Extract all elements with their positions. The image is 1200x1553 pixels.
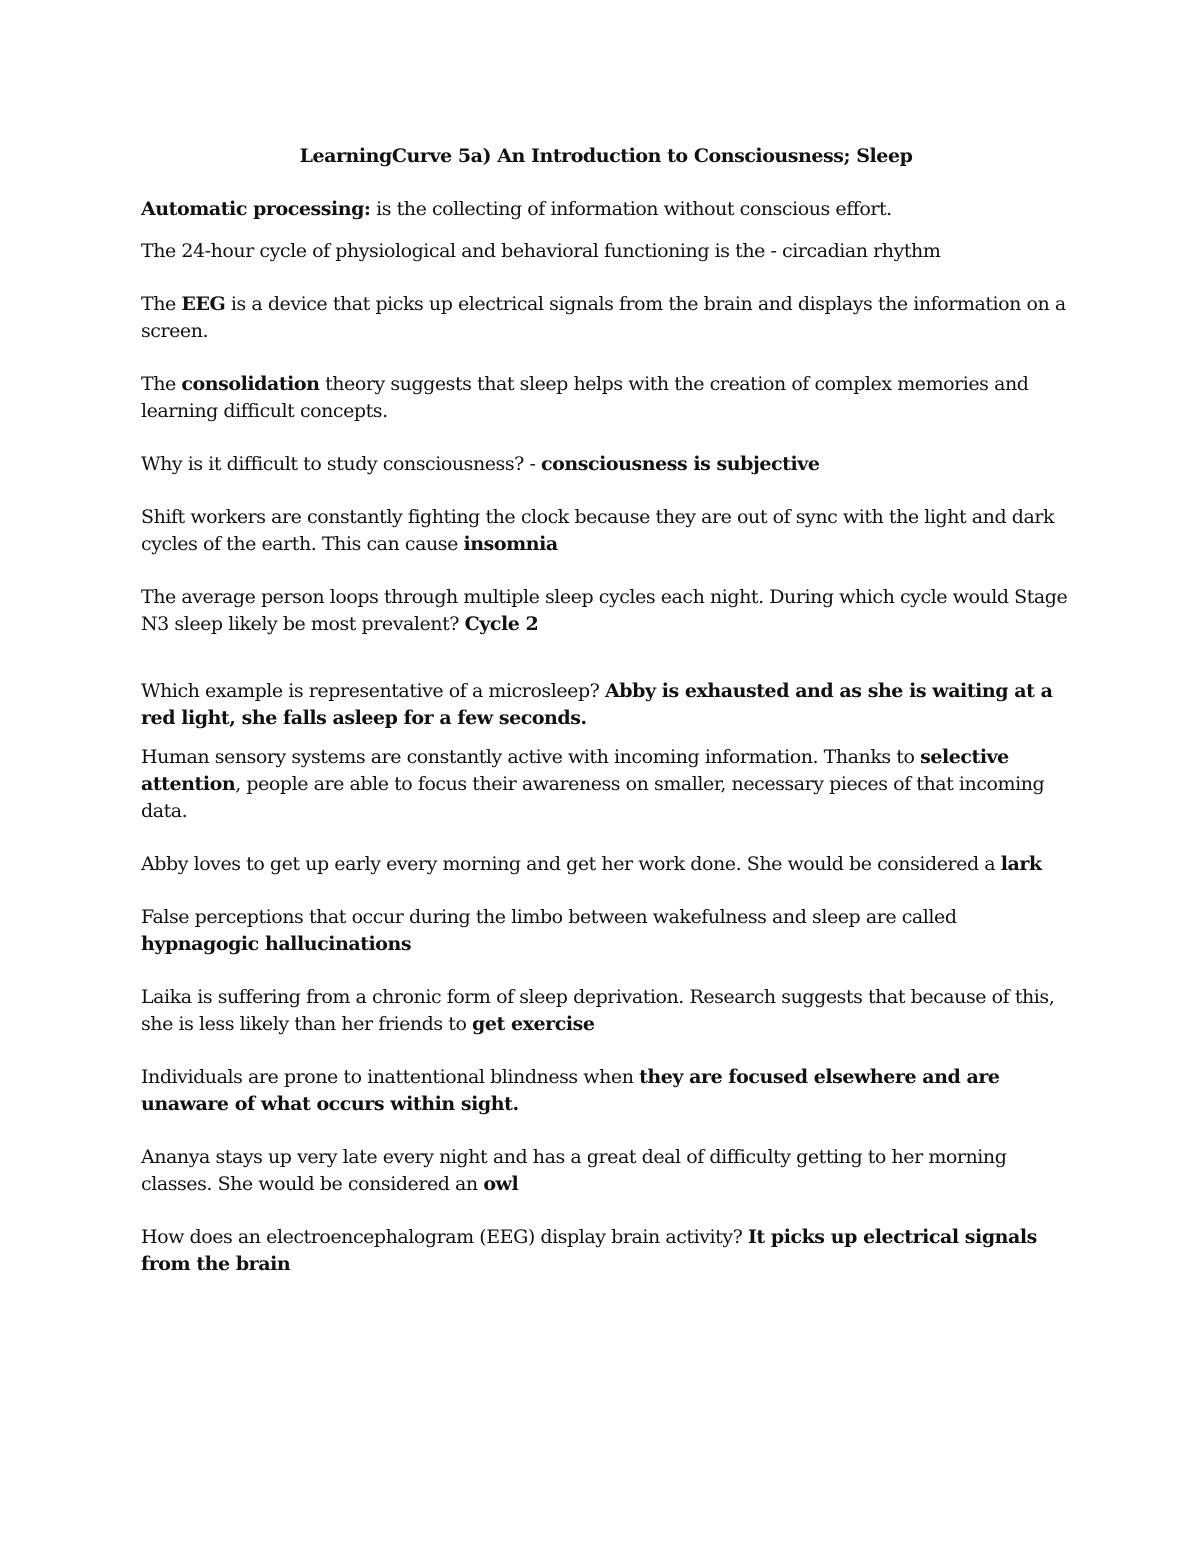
text-run: Laika is suffering from a chronic form of sleep deprivation. Research suggests that because of this, she is less likely than her friends to	[141, 986, 1055, 1035]
paragraph	[141, 504, 1071, 558]
text-run: Which example is representative of a microsleep?	[141, 680, 605, 702]
paragraph	[141, 678, 1071, 732]
bold-text-run: owl	[483, 1173, 519, 1195]
text-run: Shift workers are constantly fighting the clock because they are out of sync with the light and dark cycles of the earth. This can cause	[141, 506, 1055, 555]
text-run: Ananya stays up very late every night and has a great deal of difficulty getting to her morning classes. She would be considered an	[141, 1146, 1007, 1195]
text-run: The 24-hour cycle of physiological and behavioral functioning is the - circadian rhythm	[141, 240, 941, 262]
bold-text-run: lark	[1000, 853, 1042, 875]
paragraph	[141, 196, 1071, 223]
bold-text-run: Abby is exhausted and as she is waiting at a red light, she falls asleep for a few seconds.	[141, 680, 1053, 729]
paragraph	[141, 238, 1071, 265]
bold-text-run: consciousness is subjective	[541, 453, 820, 475]
document-body	[141, 143, 1071, 1278]
text-run: Abby loves to get up early every morning and get her work done. She would be considered a	[141, 853, 1001, 875]
document-title: LearningCurve 5a) An Introduction to Consciousness; Sleep	[299, 145, 913, 167]
paragraph	[141, 1064, 1071, 1118]
bold-text-run: insomnia	[463, 533, 558, 555]
bold-text-run: It picks up electrical signals from the brain	[141, 1226, 1037, 1275]
bold-text-run: they are focused elsewhere and are unaware of what occurs within sight.	[141, 1066, 1000, 1115]
bold-text-run: EEG	[181, 293, 226, 315]
bold-text-run: Cycle 2	[464, 613, 539, 635]
text-run: False perceptions that occur during the limbo between wakefulness and sleep are called	[141, 906, 957, 928]
text-run: is a device that picks up electrical signals from the brain and displays the information on a screen.	[141, 293, 1066, 342]
paragraph	[141, 904, 1071, 958]
text-run: The	[141, 373, 182, 395]
bold-text-run: Automatic processing:	[141, 198, 371, 220]
text-run: Individuals are prone to inattentional blindness when	[141, 1066, 640, 1088]
text-run: The average person loops through multiple sleep cycles each night. During which cycle would Stage N3 sleep likely be most prevalent?	[141, 586, 1068, 635]
paragraph	[141, 744, 1071, 825]
paragraph	[141, 291, 1071, 345]
text-run: Human sensory systems are constantly active with incoming information. Thanks to	[141, 746, 921, 768]
paragraph	[141, 451, 1071, 478]
paragraph-list	[141, 196, 1071, 1278]
text-run: is the collecting of information without conscious effort.	[370, 198, 892, 220]
text-run: The	[141, 293, 182, 315]
paragraph	[141, 371, 1071, 425]
paragraph	[141, 1144, 1071, 1198]
text-run: Why is it difficult to study consciousness? -	[141, 453, 542, 475]
paragraph	[141, 984, 1071, 1038]
text-run: How does an electroencephalogram (EEG) display brain activity?	[141, 1226, 748, 1248]
paragraph	[141, 851, 1071, 878]
paragraph	[141, 584, 1071, 638]
bold-text-run: consolidation	[181, 373, 320, 395]
text-run: , people are able to focus their awareness on smaller, necessary pieces of that incoming data.	[141, 773, 1045, 822]
bold-text-run: hypnagogic hallucinations	[141, 933, 412, 955]
bold-text-run: get exercise	[472, 1013, 595, 1035]
paragraph	[141, 1224, 1071, 1278]
text-run: theory suggests that sleep helps with the creation of complex memories and learning difficult concepts.	[141, 373, 1029, 422]
bold-text-run: selective attention	[141, 746, 1009, 795]
